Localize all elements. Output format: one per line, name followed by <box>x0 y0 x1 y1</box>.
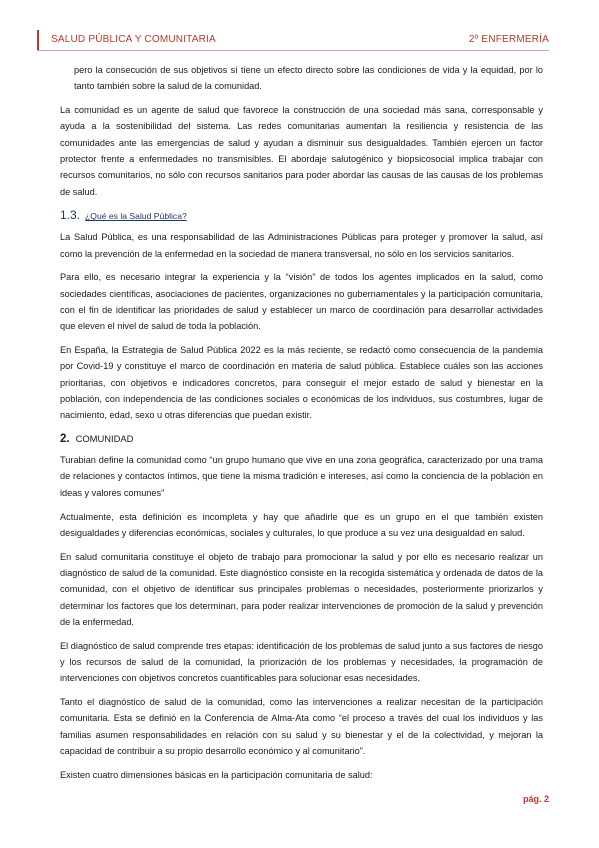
page-header <box>37 30 549 50</box>
paragraph-integration: Para ello, es necesario integrar la experiencia y la “visión” de todos los agentes implicados en la salud, como sociedades científicas, asociaciones de pacientes, organizaciones no gubernamentales y la participación comunitaria, con el fin de identificar las prioridades de salud y establecer un marco de coordinación para desarrollar actividades que eleven el nivel de salud de toda la población. <box>60 272 543 332</box>
page-number: pág. 2 <box>522 794 549 804</box>
paragraph-inequalities: Actualmente, esta definición es incompleta y hay que añadirle que es un grupo en el que también existen desigualdades y diferencias económicas, sociales y culturales, lo que produce a su vez una desigualdad en salud. <box>60 511 543 538</box>
section-number: 1.3. <box>60 208 81 223</box>
paragraph-community-agent: La comunidad es un agente de salud que favorece la construcción de una sociedad más sana, corresponsable y ayuda a la sostenibilidad del sistema. Las redes comunitarias aumentan la resiliencia y resistencia de las comunidades ante las emergencias de salud y ayudan a disminuir sus desigualdades. También ejercen un factor protector frente a enfermedades no transmisibles. El abordaje salutogénico y biopsicosocial implica trabajar con recursos comunitarios, no sólo con recursos sanitarios para poder abordar las causas de las causas de los problemas de salud. <box>60 105 543 197</box>
paragraph-community-participation: Tanto el diagnóstico de salud de la comunidad, como las intervenciones a realizar necesitan de la participación comunitaria. Esta se definió en la Conferencia de Alma-Ata como “el proceso a través del cual los individuos y las familias asumen responsabilidades en relación con su salud y su bienestar y el de la colectividad, y mejoran la capacidad de contribuir a su propio desarrollo económico y al comunitario”. <box>60 697 543 756</box>
section-title: ¿Qué es la Salud Pública? <box>85 211 187 222</box>
header-accent-bar <box>37 30 39 50</box>
header-course-year: 2º ENFERMERÍA <box>468 34 549 45</box>
section-number: 2. <box>60 433 70 446</box>
section-heading-1-3 <box>60 207 543 225</box>
paragraph-strategy-2022: En España, la Estrategia de Salud Pública 2022 es la más reciente, se redactó como consecuencia de la pandemia por Covid-19 y constituye el marco de coordinación en materia de salud pública. Establece cuáles son las acciones prioritarias, con objetivos e indicadores concretos, para conseguir el mejor estado de salud y bienestar en la población, con independencia de las condiciones sociales o económicas de los individuos, sus costumbres, lugar de nacimiento, edad, sexo u otras diferencias que puedan existir. <box>60 345 543 421</box>
document-body <box>60 62 543 790</box>
header-divider <box>37 50 549 51</box>
paragraph-turabian-definition: Turabian define la comunidad como “un grupo humano que vive en una zona geográfica, caracterizado por una trama de relaciones y contactos íntimos, que tiene la misma tradición e intereses, así como la conciencia de la población en ideas y valores comunes” <box>60 455 543 498</box>
section-heading-2 <box>60 431 543 447</box>
paragraph-dimensions-intro: Existen cuatro dimensiones básicas en la participación comunitaria de salud: <box>60 769 373 780</box>
paragraph-public-health-definition: La Salud Pública, es una responsabilidad de las Administraciones Públicas para proteger y promover la salud, así como la prevención de la enfermedad en la sociedad de manera transversal, no sólo en los servicios sanitarios. <box>60 232 543 259</box>
header-course-title: SALUD PÚBLICA Y COMUNITARIA <box>51 34 216 45</box>
paragraph-continuation: pero la consecución de sus objetivos sí tiene un efecto directo sobre las condiciones de vida y la equidad, por lo tanto también sobre la salud de la comunidad. <box>74 65 543 92</box>
paragraph-community-diagnosis: En salud comunitaria constituye el objeto de trabajo para promocionar la salud y por ello es necesario realizar un diagnóstico de salud de la comunidad. Este diagnóstico consiste en la recogida sistemática y ordenada de datos de la comunidad, con el objetivo de identificar sus principales problemas o necesidades, posteriormente priorizarlos y determinar los factores que los determinan, para poder realizar intervenciones de promoción de la salud y prevención de la enfermedad. <box>60 551 543 627</box>
paragraph-diagnosis-stages: El diagnóstico de salud comprende tres etapas: identificación de los problemas de salud junto a sus factores de riesgo y los recursos de salud de la comunidad, la priorización de los problemas y necesidades, la programación de intervenciones con objetivos concretos cuantificables para solucionar esas necesidades. <box>60 640 543 684</box>
section-title: COMUNIDAD <box>75 433 134 445</box>
